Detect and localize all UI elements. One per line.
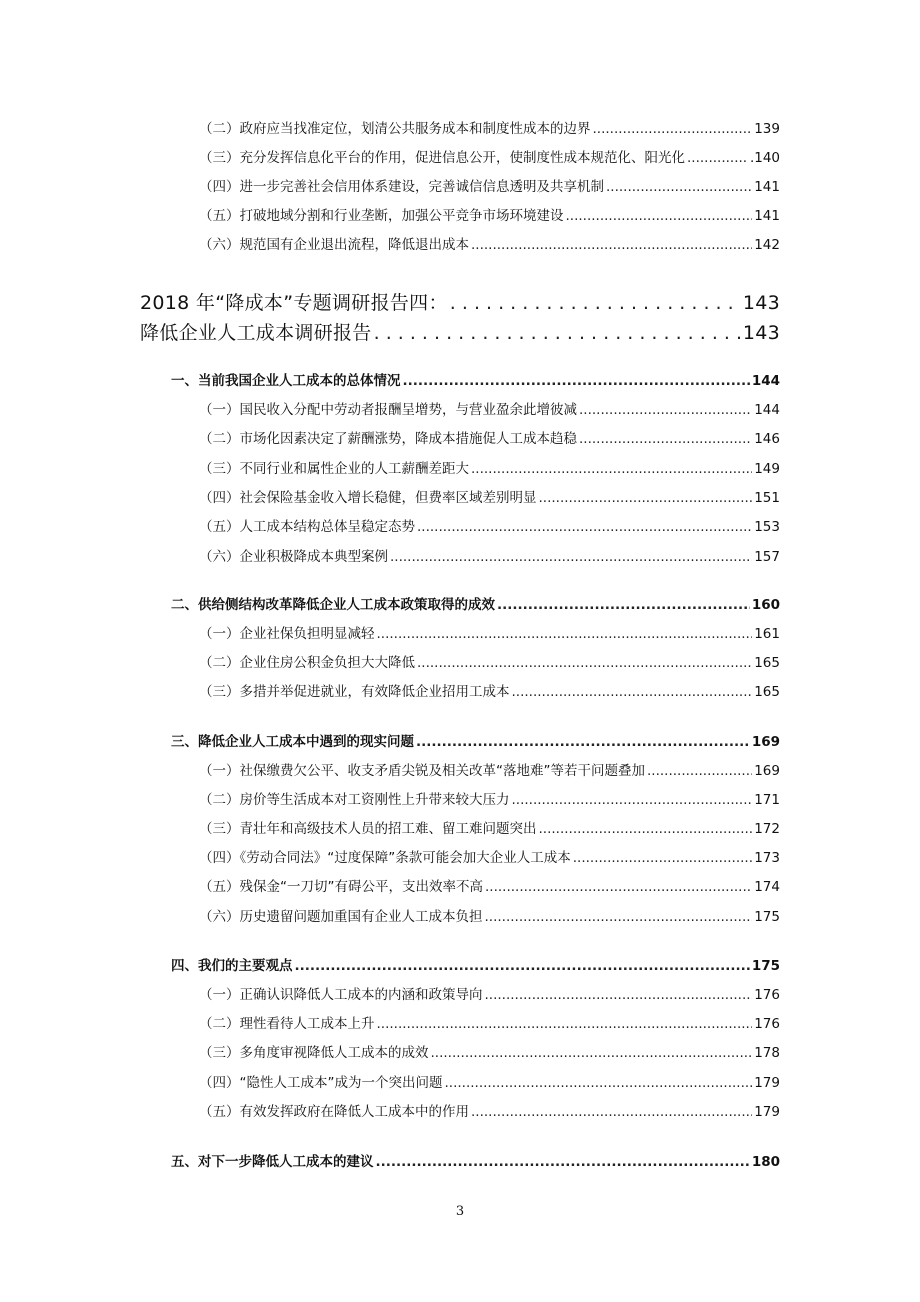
toc-entry[interactable]: （二）理性看待人工成本上升 ..... 176 bbox=[199, 1012, 780, 1032]
toc-entry[interactable]: （三）青壮年和高级技术人员的招工难、留工难问题突出 ..... 172 bbox=[199, 817, 780, 837]
toc-entry[interactable]: （一）国民收入分配中劳动者报酬呈增势，与营业盈余此增彼减 ..... 144 bbox=[199, 398, 780, 418]
toc-entry[interactable]: （六）企业积极降成本典型案例 ..... 157 bbox=[199, 545, 780, 565]
toc-entry[interactable]: （三）多措并举促进就业，有效降低企业招用工成本 ..... 165 bbox=[199, 680, 780, 700]
toc-section-2[interactable]: 二、供给侧结构改革降低企业人工成本政策取得的成效 ..... 160 bbox=[171, 593, 780, 613]
toc-entry[interactable]: （六）历史遗留问题加重国有企业人工成本负担 ..... 175 bbox=[199, 905, 780, 925]
toc-section-3[interactable]: 三、降低企业人工成本中遇到的现实问题 ..... 169 bbox=[171, 730, 780, 750]
toc-entry[interactable]: （一）正确认识降低人工成本的内涵和政策导向 ..... 176 bbox=[199, 983, 780, 1003]
toc-entry[interactable]: （二）政府应当找准定位，划清公共服务成本和制度性成本的边界 ..... 139 bbox=[199, 117, 780, 137]
toc-entry[interactable]: （一）企业社保负担明显减轻 ..... 161 bbox=[199, 622, 780, 642]
report-title-entry[interactable]: 2018 年“降成本”专题调研报告四： . . . 143 bbox=[140, 288, 780, 314]
toc-entry[interactable]: （四）“隐性人工成本”成为一个突出问题 ..... 179 bbox=[199, 1071, 780, 1091]
toc-entry[interactable]: （五）残保金“一刀切”有碍公平，支出效率不高 ..... 174 bbox=[199, 875, 780, 895]
toc-entry[interactable]: （二）市场化因素决定了薪酬涨势，降成本措施促人工成本趋稳 ..... 146 bbox=[199, 427, 780, 447]
toc-entry[interactable]: （五）人工成本结构总体呈稳定态势 ..... 153 bbox=[199, 515, 780, 535]
toc-entry[interactable]: （四）社会保险基金收入增长稳健，但费率区域差别明显 ..... 151 bbox=[199, 486, 780, 506]
toc-entry[interactable]: （四）进一步完善社会信用体系建设，完善诚信信息透明及共享机制 ..... 141 bbox=[199, 175, 780, 195]
toc-entry[interactable]: （三）不同行业和属性企业的人工薪酬差距大 ..... 149 bbox=[199, 457, 780, 477]
toc-section-5[interactable]: 五、对下一步降低人工成本的建议 ..... 180 bbox=[171, 1150, 780, 1170]
toc-section-4[interactable]: 四、我们的主要观点 ..... 175 bbox=[171, 954, 780, 974]
toc-entry[interactable]: （五）有效发挥政府在降低人工成本中的作用 ..... 179 bbox=[199, 1100, 780, 1120]
toc-section-1[interactable]: 一、当前我国企业人工成本的总体情况 ..... 144 bbox=[171, 369, 780, 389]
report-subtitle-entry[interactable]: 降低企业人工成本调研报告 . . . 143 bbox=[140, 318, 780, 344]
toc-entry[interactable]: （二）房价等生活成本对工资刚性上升带来较大压力 ..... 171 bbox=[199, 788, 780, 808]
toc-entry[interactable]: （二）企业住房公积金负担大大降低 ..... 165 bbox=[199, 651, 780, 671]
toc-entry[interactable]: （一）社保缴费欠公平、收支矛盾尖锐及相关改革“落地难”等若干问题叠加 ..... 169 bbox=[199, 759, 780, 779]
toc-entry[interactable]: （六）规范国有企业退出流程，降低退出成本 ..... 142 bbox=[199, 233, 780, 253]
toc-entry[interactable]: （五）打破地域分割和行业垄断，加强公平竞争市场环境建设 ..... 141 bbox=[199, 204, 780, 224]
toc-entry[interactable]: （三）充分发挥信息化平台的作用，促进信息公开，使制度性成本规范化、阳光化 ..... .140 bbox=[199, 146, 780, 166]
page-number: 3 bbox=[455, 1204, 465, 1219]
toc-entry[interactable]: （四）《劳动合同法》“过度保障”条款可能会加大企业人工成本 ..... 173 bbox=[199, 846, 780, 866]
toc-entry[interactable]: （三）多角度审视降低人工成本的成效 ..... 178 bbox=[199, 1041, 780, 1061]
